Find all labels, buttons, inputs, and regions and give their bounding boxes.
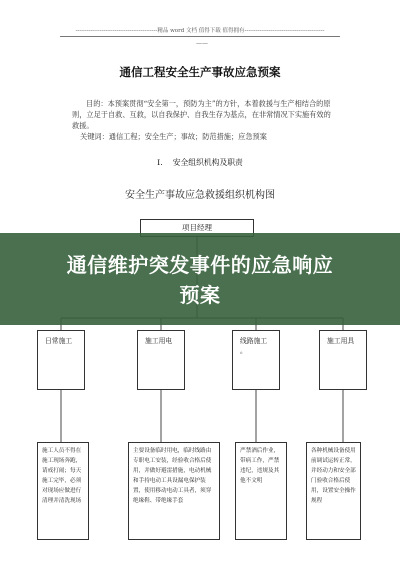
section-title: 安全组织机构及职责 xyxy=(172,158,243,167)
header-dash: —— xyxy=(196,40,208,47)
banner-title xyxy=(0,250,400,310)
org-unit-note: 。 xyxy=(240,347,247,355)
banner-title-line1: 通信维护突发事件的应急响应 xyxy=(66,253,334,277)
section-number: I. xyxy=(157,158,163,167)
org-unit-box: 施工用电 xyxy=(137,330,185,390)
org-unit-box: 施工用具 xyxy=(319,330,367,390)
keywords-line: 关键词：通信工程；安全生产；事故；防范措施；应急预案 xyxy=(80,132,267,141)
purpose-text: 目的：本预案贯彻“安全第一，预防为主”的方针，本着救援与生产相结合的原则，立足于自救、互救，以自我保护、自我生存为基点，在非常情况下实施有效的救援。 xyxy=(72,99,331,130)
org-unit-box xyxy=(232,330,280,390)
duty-box: 主要设备临时用电，临时线路由专职电工安装，经验收合格后使用，并做好避雷措施，电动机械和手持电动工具设漏电保护装置，使用移动电动工具者，须穿绝缘鞋、带绝缘手套 xyxy=(128,442,220,540)
duty-box: 各种机械设备使用前调试运转正常，并经动力和安全部门验收合格后使用，设置安全操作规程 xyxy=(306,442,361,540)
org-unit-label: 线路施工 xyxy=(240,337,268,345)
document-title: 通信工程安全生产事故应急预案 xyxy=(119,65,281,79)
org-chart-title: 安全生产事故应急救援组织机构图 xyxy=(125,190,275,201)
document-header: --------------------------------------------精品 word 文档 值得下载 值得拥有------------------------------------------- xyxy=(75,28,325,34)
org-unit-box: 日常施工 xyxy=(37,330,85,390)
duty-box: 严禁酒后作业，带病工作，严禁违纪，违规及其他不文明 xyxy=(235,442,287,540)
org-root-box: 项目经理 xyxy=(140,219,254,237)
banner-title-line2: 预案 xyxy=(179,283,221,307)
duty-box: 施工人员不得在施工现场奔跑，请戒打闹；每天施工完毕，必须对现场应做进行清理并清洗现场 xyxy=(37,442,89,540)
